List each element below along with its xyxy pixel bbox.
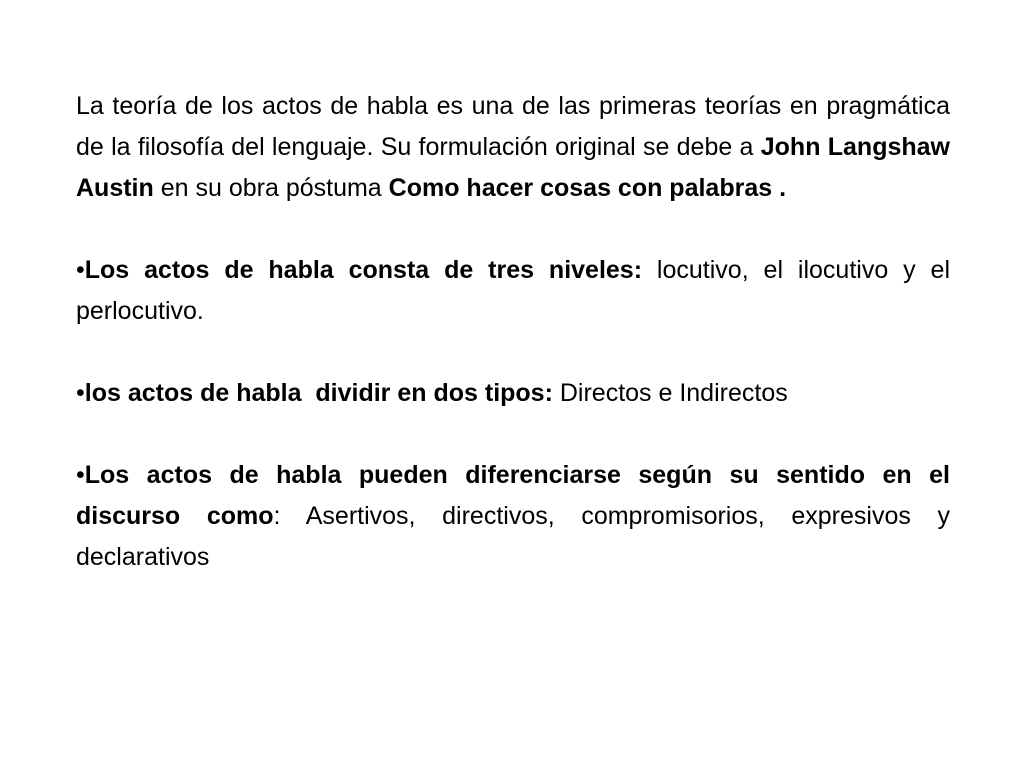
bullet-levels-text: locutivo, el ilocutivo y el perlocutivo.: [76, 256, 950, 325]
bullet-marker: •: [76, 461, 85, 489]
bullet-marker: •: [76, 379, 85, 407]
intro-text-1: La teoría de los actos de habla es una de las primeras teorías en pragmática de la filosofía del lenguaje. Su formulación original se debe a: [76, 92, 950, 161]
intro-paragraph: [76, 86, 950, 209]
book-title: Como hacer cosas con palabras .: [388, 174, 787, 202]
bullet-levels-bold: Los actos de habla consta de tres niveles:: [84, 256, 643, 284]
paragraph-spacer: [76, 332, 950, 373]
intro-text-2: en su obra póstuma: [153, 174, 389, 202]
bullet-meaning-text: : Asertivos, directivos, compromisorios, expresivos y declarativos: [76, 502, 950, 571]
bullet-levels: [76, 250, 950, 332]
bullet-types: [76, 373, 950, 414]
bullet-types-bold: los actos de habla dividir en dos tipos:: [84, 379, 553, 407]
author-name: John Langshaw Austin: [76, 133, 950, 202]
paragraph-spacer: [76, 209, 950, 250]
paragraph-spacer: [76, 414, 950, 455]
bullet-marker: •: [76, 256, 85, 284]
slide-text-body: [76, 86, 950, 578]
bullet-meaning-bold: Los actos de habla pueden diferenciarse según su sentido en el discurso como: [76, 461, 950, 530]
bullet-types-text: Directos e Indirectos: [552, 379, 788, 407]
bullet-meaning: [76, 455, 950, 578]
